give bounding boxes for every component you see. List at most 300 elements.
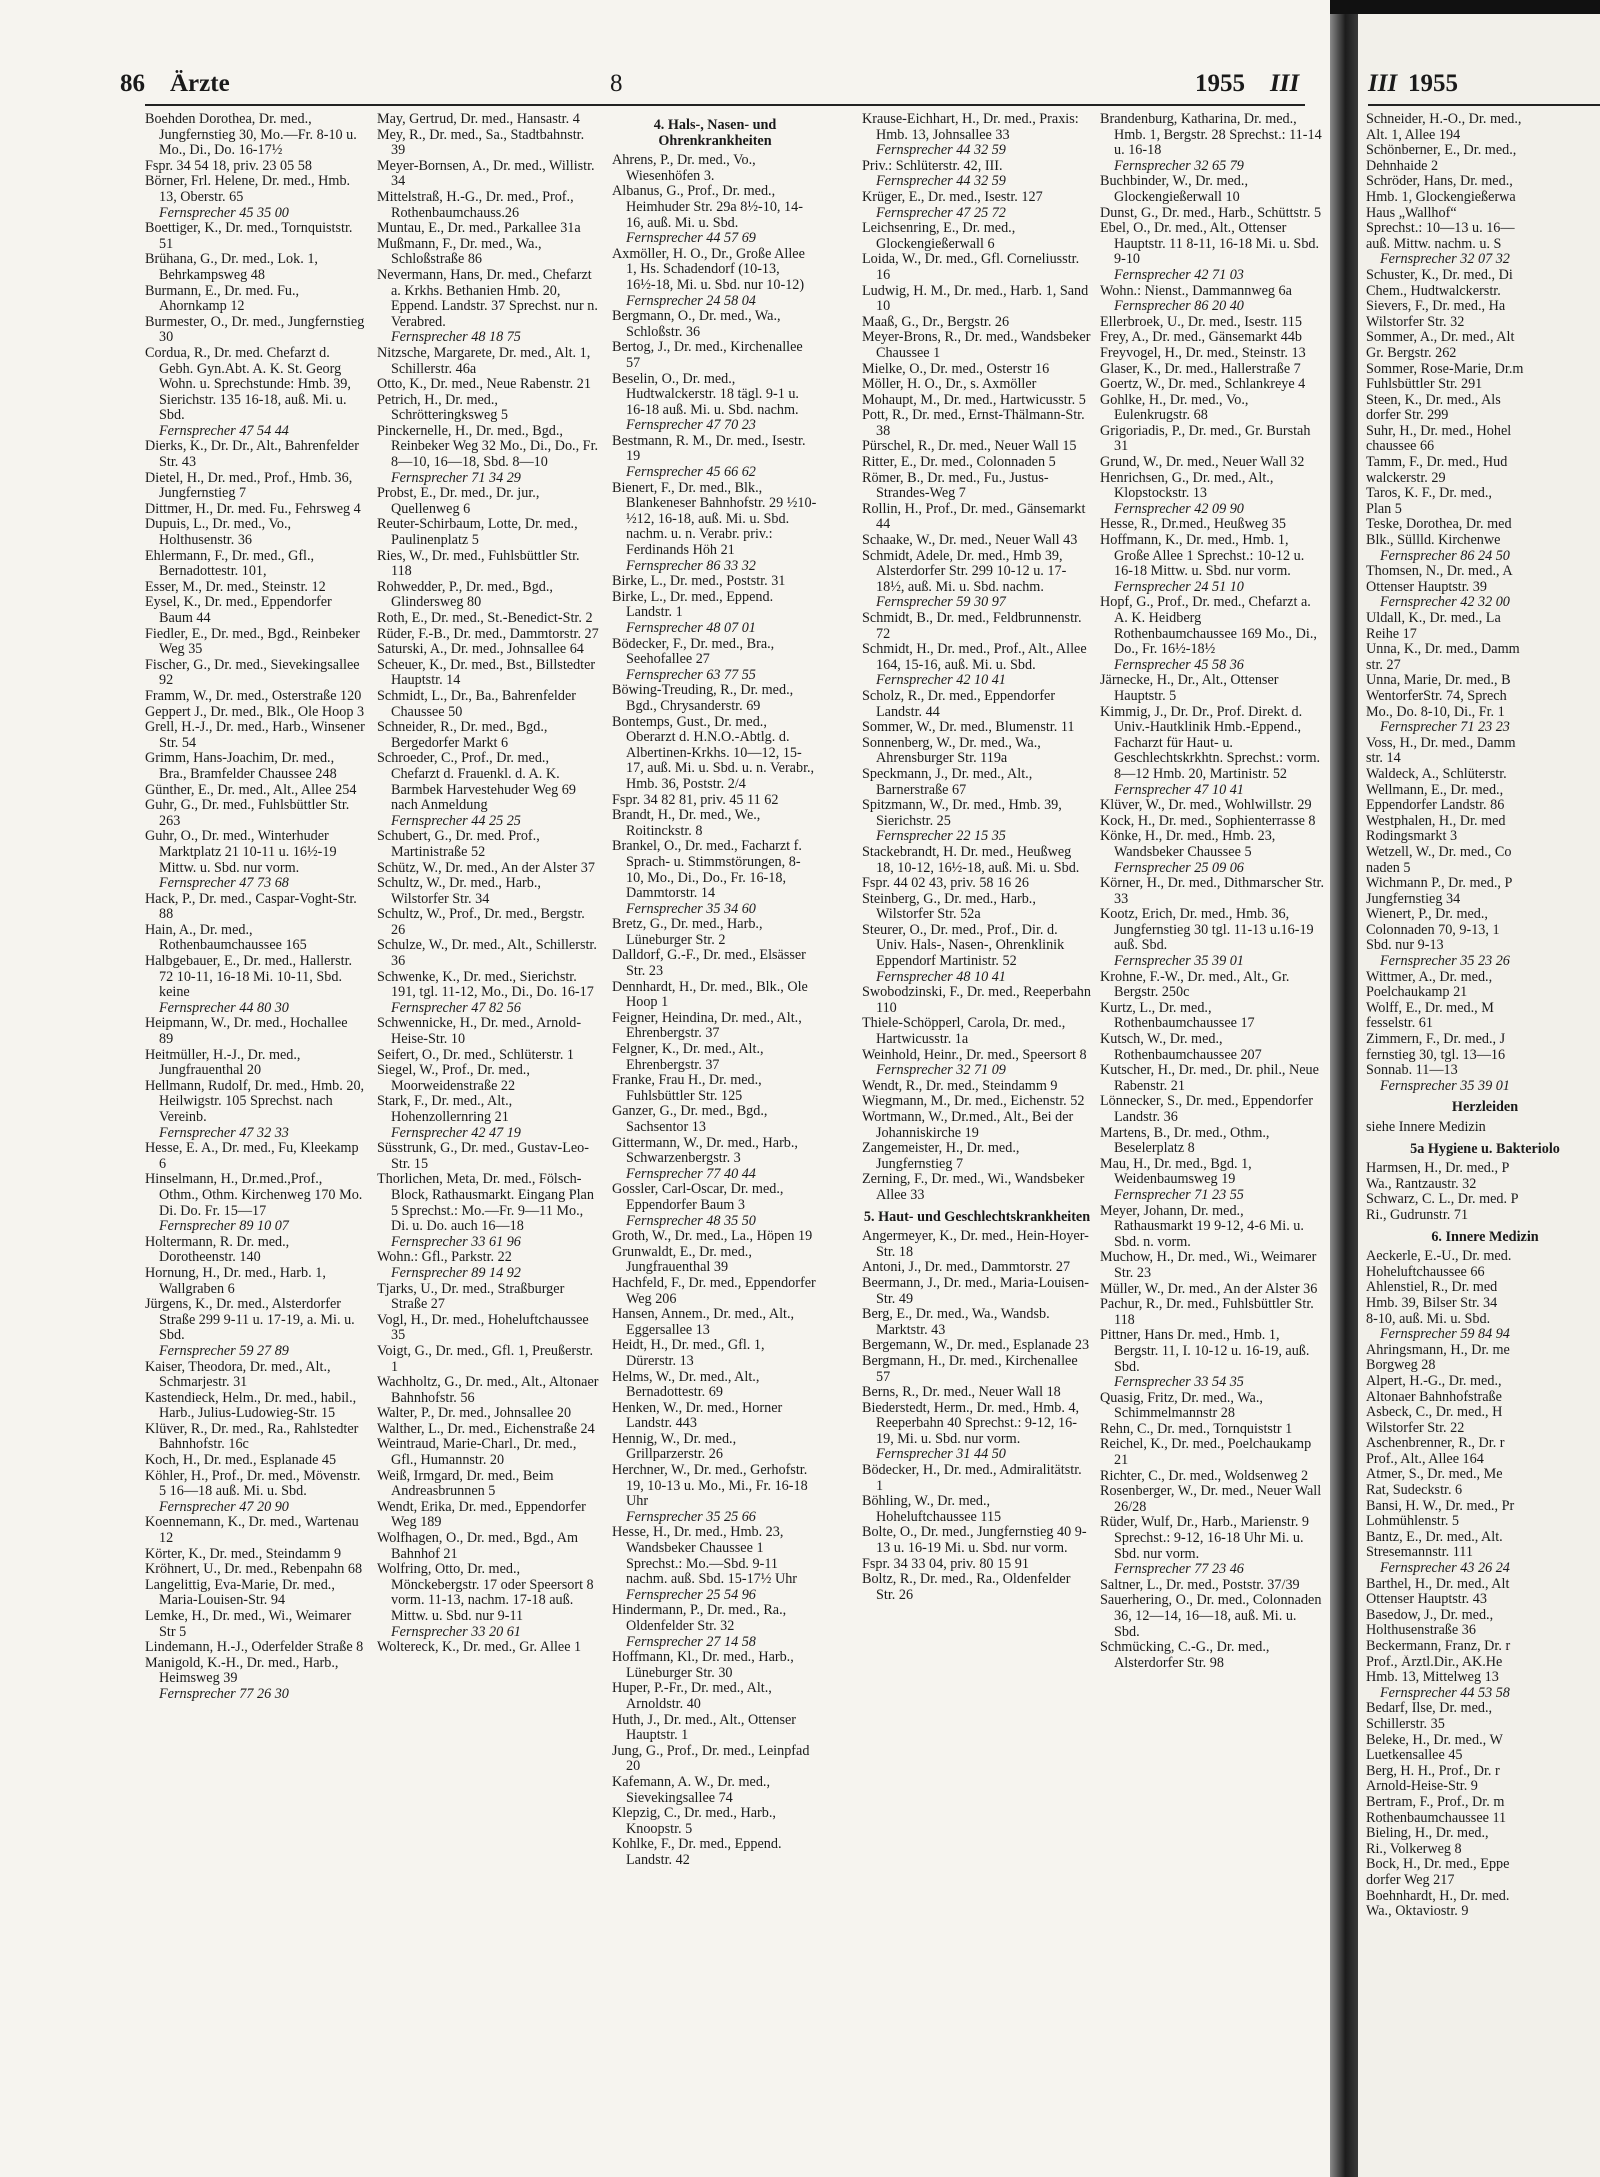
directory-entry: str. 14 [1366,751,1401,767]
directory-entry: walckerstr. 29 [1366,470,1446,486]
directory-entry: Grell, H.-J., Dr. med., Harb., Winsener Str. 54 [145,720,365,751]
directory-entry: Wa., Oktaviostr. 9 [1366,1904,1469,1920]
right-year-heading: 1955 [1408,70,1458,97]
directory-entry: Alpert, H.-G., Dr. med., [1366,1373,1502,1389]
directory-entry: Schillerstr. 35 [1366,1716,1445,1732]
directory-entry: Klüver, W., Dr. med., Wohlwillstr. 29 [1100,798,1312,814]
phone-line: Fernsprecher 89 10 07 [159,1219,289,1235]
directory-entry: Wolff, E., Dr. med., M [1366,1000,1494,1016]
phone-line: Fernsprecher 32 65 79 [1114,158,1244,174]
phone-line: Fernsprecher 42 32 00 [1380,595,1510,611]
directory-entry: Woltereck, K., Dr. med., Gr. Allee 1 [377,1640,582,1656]
directory-entry: Hesse, E. A., Dr. med., Fu, Kleekamp 6 [145,1141,359,1172]
column-2 [377,112,600,1656]
directory-entry: Harmsen, H., Dr. med., P [1366,1161,1510,1177]
directory-entry: Sommer, A., Dr. med., Alt [1366,330,1515,346]
phone-line: Fernsprecher 59 84 94 [1380,1327,1510,1343]
directory-entry: Saturski, A., Dr. med., Johnsallee 64 [377,642,584,658]
phone-line: Fernsprecher 77 40 44 [626,1166,756,1182]
directory-entry: Bertog, J., Dr. med., Kirchenallee 57 [612,340,803,371]
directory-entry: Böhling, W., Dr. med., Hoheluftchaussee 115 [862,1494,1002,1525]
directory-entry: Birke, L., Dr. med., Poststr. 31 [612,574,786,590]
directory-entry: Goertz, W., Dr. med., Schlankreye 4 [1100,377,1306,393]
directory-entry: fernstieg 30, tgl. 13—16 [1366,1047,1506,1063]
directory-entry: Schmidt, H., Dr. med., Prof., Alt., Allee 164, 15-16, auß. Mi. u. Sbd. [862,642,1087,673]
directory-entry: Otto, K., Dr. med., Neue Rabenstr. 21 [377,377,591,393]
directory-entry: Bedarf, Ilse, Dr. med., [1366,1701,1493,1717]
directory-entry: Glaser, K., Dr. med., Hallerstraße 7 [1100,361,1301,377]
directory-entry: Huper, P.-Fr., Dr. med., Alt., Arnoldstr. 40 [612,1681,772,1712]
directory-entry: Hoheluftchaussee 66 [1366,1264,1485,1280]
directory-entry: Ahrens, P., Dr. med., Vo., Wiesenhöfen 3. [612,153,756,184]
phone-line: Fernsprecher 47 73 68 [159,876,289,892]
directory-entry: Burmann, E., Dr. med. Fu., Ahornkamp 12 [145,283,300,315]
directory-entry: Siegel, W., Prof., Dr. med., Moorweidenstraße 22 [377,1063,530,1094]
directory-entry: Steurer, O., Dr. med., Prof., Dir. d. Univ. Hals-, Nasen-, Ohrenklinik Eppendorf Martinistr. 52 [862,922,1065,970]
volume-heading: III [1270,70,1300,97]
phone-line: Fernsprecher 45 66 62 [626,465,756,481]
category-heading: Ärzte [170,70,230,97]
directory-entry: Pinckernelle, H., Dr. med., Bgd., Reinbeker Weg 32 Mo., Di., Do., Fr. 8—10, 16—18, Sbd. 8—10 [377,423,599,471]
directory-entry: Schuster, K., Dr. med., Di [1366,267,1513,283]
directory-entry: Esser, M., Dr. med., Steinstr. 12 [145,579,326,595]
directory-entry: Pürschel, R., Dr. med., Neuer Wall 15 [862,439,1077,455]
directory-entry: Boettiger, K., Dr. med., Tornquiststr. 51 [145,221,353,252]
directory-entry: Rat, Sudeckstr. 6 [1366,1483,1463,1499]
directory-entry: Henken, W., Dr. med., Horner Landstr. 443 [612,1400,783,1432]
directory-entry: Kock, H., Dr. med., Sophienterrasse 8 [1100,813,1316,829]
directory-entry: Richter, C., Dr. med., Woldsenweg 2 [1100,1468,1309,1484]
directory-entry: Halbgebauer, E., Dr. med., Hallerstr. 72 10-11, 16-18 Mi. 10-11, Sbd. keine [145,954,353,1001]
directory-entry: Tamm, F., Dr. med., Hud [1366,455,1508,471]
directory-entry: Mittelstraß, H.-G., Dr. med., Prof., Rothenbaumchauss.26 [377,189,574,221]
directory-entry: Beckermann, Franz, Dr. r [1366,1639,1511,1654]
directory-entry: Freyvogel, H., Dr. med., Steinstr. 13 [1100,345,1306,361]
directory-entry: Schwenke, K., Dr. med., Sierichstr. 191, tgl. 11-12, Mo., Di., Do. 16-17 [377,969,594,1001]
directory-entry: Voss, H., Dr. med., Damm [1366,735,1516,751]
directory-entry: Klepzig, C., Dr. med., Harb., Knoopstr. 5 [612,1806,776,1837]
directory-entry: Zangemeister, H., Dr. med., Jungfernstieg 7 [862,1141,1020,1172]
directory-entry: Wendt, Erika, Dr. med., Eppendorfer Weg 189 [377,1499,586,1531]
directory-entry: Fiedler, E., Dr. med., Bgd., Reinbeker Weg 35 [145,626,360,658]
directory-entry: Schneider, R., Dr. med., Bgd., Bergedorfer Markt 6 [377,720,548,751]
book-gutter [1330,0,1358,2177]
directory-entry: Lohmühlenstr. 5 [1366,1514,1460,1530]
directory-entry: Heipmann, W., Dr. med., Hochallee 89 [145,1016,348,1048]
directory-entry: Alt. 1, Allee 194 [1366,127,1461,143]
phone-line: Fernsprecher 77 26 30 [159,1686,289,1702]
directory-entry: Kutsch, W., Dr. med., Rothenbaumchaussee 207 [1100,1032,1262,1063]
directory-entry: Weintraud, Marie-Charl., Dr. med., Gfl., Humannstr. 20 [377,1437,577,1469]
phone-line: Fernsprecher 42 47 19 [391,1125,521,1141]
phone-line: Fernsprecher 47 20 90 [159,1499,289,1515]
directory-entry: Herchner, W., Dr. med., Gerhofstr. 19, 10-13 u. Mo., Mi., Fr. 16-18 Uhr [612,1463,808,1510]
directory-entry: Fspr. 34 82 81, priv. 45 11 62 [612,792,779,808]
directory-entry: Ebel, O., Dr. med., Alt., Ottenser Hauptstr. 11 8-11, 16-18 Mi. u. Sbd. 9-10 [1100,221,1320,268]
directory-entry: Ritter, E., Dr. med., Colonnaden 5 [862,455,1056,471]
directory-entry: Hornung, H., Dr. med., Harb. 1, Wallgraben 6 [145,1265,326,1297]
directory-entry: Geppert J., Dr. med., Blk., Ole Hoop 3 [145,704,365,720]
scan-border [1330,0,1600,14]
directory-entry: Unna, Marie, Dr. med., B [1366,673,1511,689]
directory-entry: Guhr, O., Dr. med., Winterhuder Marktplatz 21 10-11 u. 16½-19 Mittw. u. Sbd. nur vorm. [145,829,337,876]
directory-entry: Ottenser Hauptstr. 43 [1366,1592,1487,1608]
directory-entry: siehe Innere Medizin [1366,1120,1486,1135]
directory-entry: Atmer, S., Dr. med., Me [1366,1467,1503,1483]
phone-line: Fernsprecher 86 33 32 [626,558,756,574]
directory-entry: Wachholtz, G., Dr. med., Alt., Altonaer Bahnhofstr. 56 [377,1375,599,1406]
directory-entry: Schmidt, B., Dr. med., Feldbrunnenstr. 72 [862,611,1082,642]
phone-line: Fernsprecher 89 14 92 [391,1265,521,1281]
directory-entry: Aeckerle, E.-U., Dr. med. [1366,1249,1512,1265]
directory-entry: Schultz, W., Dr. med., Harb., Wilstorfer Str. 34 [377,876,541,907]
directory-entry: str. 27 [1366,657,1401,673]
year-heading: 1955 [1195,70,1245,97]
directory-entry: Helms, W., Dr. med., Alt., Bernadottestr. 69 [612,1369,760,1401]
directory-entry: Sievers, F., Dr. med., Ha [1366,299,1506,315]
directory-entry: Bödecker, H., Dr. med., Admiralitätstr. 1 [862,1463,1082,1494]
directory-entry: Kohlke, F., Dr. med., Eppend. Landstr. 42 [612,1837,782,1868]
phone-line: Fernsprecher 71 34 29 [391,470,521,486]
directory-entry: Rüder, F.-B., Dr. med., Dammtorstr. 27 [377,626,599,642]
phone-line: Fernsprecher 77 23 46 [1114,1562,1244,1578]
directory-entry: Gossler, Carl-Oscar, Dr. med., Eppendorfer Baum 3 [612,1182,784,1213]
directory-entry: Suhr, H., Dr. med., Hohel [1366,423,1512,439]
directory-entry: Loida, W., Dr. med., Gfl. Corneliusstr. 16 [862,252,1080,283]
section-heading: 5. Haut- und Geschlechtskrankheiten [863,1208,1091,1225]
directory-entry: Krüger, E., Dr. med., Isestr. 127 [862,189,1043,205]
directory-entry: Rehn, C., Dr. med., Tornquiststr 1 [1100,1421,1293,1437]
directory-entry: Hinselmann, H., Dr.med.,Prof., Othm., Othm. Kirchenweg 170 Mo. Di. Do. Fr. 15—17 [145,1172,363,1219]
right-page-column [1366,112,1600,1920]
directory-entry: Brühana, G., Dr. med., Lok. 1, Behrkampsweg 48 [145,252,318,283]
directory-entry: Thomsen, N., Dr. med., A [1366,564,1513,580]
directory-entry: Bertram, F., Prof., Dr. m [1366,1794,1505,1810]
directory-entry: naden 5 [1366,860,1411,876]
directory-entry: Bergmann, H., Dr. med., Kirchenallee 57 [862,1353,1078,1385]
directory-entry: Bock, H., Dr. med., Eppe [1366,1857,1510,1873]
directory-entry: Axmöller, H. O., Dr., Große Allee 1, Hs. Schadendorf (10-13, 16½-18, Mi. u. Sbd. nur 10-12) [612,246,805,293]
directory-entry: Cordua, R., Dr. med. Chefarzt d. Gebh. Gyn.Abt. A. K. St. Georg Wohn. u. Sprechstunde: Hmb. 39, Sierichstr. 135 16-18, auß. Mi. u. Sbd. [145,345,351,424]
directory-entry: auß. Mittw. nachm. u. S [1366,236,1502,252]
directory-entry: Kastendieck, Helm., Dr. med., habil., Harb., Julius-Ludowieg-Str. 15 [145,1390,357,1422]
directory-entry: Beleke, H., Dr. med., W [1366,1732,1503,1748]
directory-entry: Schönberner, E., Dr. med., [1366,143,1517,159]
directory-entry: Luetkensallee 45 [1366,1748,1463,1764]
directory-entry: Klüver, R., Dr. med., Ra., Rahlstedter Bahnhofstr. 16c [145,1421,359,1453]
section-heading: Herzleiden [1451,1099,1519,1116]
directory-entry: Petrich, H., Dr. med., Schrötteringksweg 5 [377,392,509,424]
directory-entry: Dietel, H., Dr. med., Prof., Hmb. 36, Jungfernstieg 7 [145,470,353,502]
directory-entry: Dehnhaide 2 [1366,158,1439,174]
phone-line: Fernsprecher 24 58 04 [626,293,756,309]
directory-entry: Aschenbrenner, R., Dr. r [1366,1436,1505,1452]
directory-entry: Schubert, G., Dr. med. Prof., Martinistraße 52 [377,829,540,860]
phone-line: Fernsprecher 47 70 23 [626,418,756,434]
phone-line: Fernsprecher 42 10 41 [876,673,1006,689]
directory-entry: Gittermann, W., Dr. med., Harb., Schwarzenbergstr. 3 [612,1135,798,1167]
directory-entry: Waldeck, A., Schlüterstr. [1366,766,1507,782]
directory-entry: Kootz, Erich, Dr. med., Hmb. 36, Jungfernstieg 30 tgl. 11-13 u.16-19 auß. Sbd. [1100,907,1314,954]
phone-line: Fernsprecher 45 58 36 [1114,657,1244,673]
directory-entry: Bretz, G., Dr. med., Harb., Lüneburger Str. 2 [612,917,763,948]
directory-entry: Martens, B., Dr. med., Othm., Beselerplatz 8 [1100,1125,1270,1157]
directory-entry: Schulze, W., Dr. med., Alt., Schillerstr. 36 [377,938,597,970]
directory-entry: Wilstorfer Str. 22 [1366,1420,1465,1436]
phone-line: Fernsprecher 25 54 96 [626,1587,756,1603]
directory-entry: Müller, W., Dr. med., An der Alster 36 [1100,1281,1318,1297]
directory-entry: Holthusenstraße 36 [1366,1623,1476,1639]
directory-entry: Grunwaldt, E., Dr. med., Jungfrauenthal 39 [612,1244,752,1276]
directory-entry: Heidt, H., Dr. med., Gfl. 1, Dürerstr. 13 [612,1338,765,1369]
directory-entry: Bestmann, R. M., Dr. med., Isestr. 19 [612,433,806,465]
phone-line: Fernsprecher 22 15 35 [876,829,1006,845]
column-5 [1100,112,1325,1671]
directory-entry: Bienert, F., Dr. med., Blk., Blankeneser Bahnhofstr. 29 ½10-½12, 16-18, auß. Mi. u. Sbd. nachm. u. n. Verabr. priv.: Ferdinands Höh 21 [612,480,817,559]
directory-entry: Felgner, K., Dr. med., Alt., Ehrenbergstr. 37 [612,1042,764,1073]
directory-entry: Saltner, L., Dr. med., Poststr. 37/39 [1100,1577,1300,1593]
directory-entry: Kafemann, A. W., Dr. med., Sievekingsallee 74 [612,1774,771,1806]
directory-entry: Meyer, Johann, Dr. med., Rathausmarkt 19 9-12, 4-6 Mi. u. Sbd. n. vorm. [1100,1203,1304,1250]
directory-entry: Reihe 17 [1366,626,1417,642]
directory-entry: Reuter-Schirbaum, Lotte, Dr. med., Paulinenplatz 5 [377,517,578,549]
directory-entry: Lönnecker, S., Dr. med., Eppendorfer Landstr. 36 [1100,1094,1313,1125]
section-heading: 5a Hygiene u. Bakteriolo [1410,1140,1560,1157]
directory-entry: Krohne, F.-W., Dr. med., Alt., Gr. Bergstr. 250c [1100,969,1290,1001]
directory-entry: Süsstrunk, G., Dr. med., Gustav-Leo-Str. 15 [377,1141,590,1172]
directory-entry: Biederstedt, Herm., Dr. med., Hmb. 4, Reeperbahn 40 Sprechst.: 9-12, 16-19, Mi. u. Sbd. nur vorm. [862,1400,1080,1447]
directory-entry: Leichsenring, E., Dr. med., Glockengießerwall 6 [862,221,1016,252]
column-4 [862,112,1092,1603]
directory-entry: Berns, R., Dr. med., Neuer Wall 18 [862,1385,1061,1401]
directory-entry: Sommer, W., Dr. med., Blumenstr. 11 [862,720,1075,736]
directory-entry: Quasig, Fritz, Dr. med., Wa., Schimmelmannstr 28 [1100,1390,1263,1422]
directory-entry: Meyer-Bornsen, A., Dr. med., Willistr. 34 [377,158,595,190]
phone-line: Fernsprecher 59 27 89 [159,1343,289,1359]
right-volume-heading: III [1368,70,1398,97]
directory-entry: Fspr. 34 33 04, priv. 80 15 91 [862,1556,1029,1572]
directory-entry: Albanus, G., Prof., Dr. med., Heimhuder Str. 29a 8½-10, 14-16, auß. Mi. u. Sbd. [612,184,803,231]
directory-entry: May, Gertrud, Dr. med., Hansastr. 4 [377,112,580,127]
phone-line: Fernsprecher 32 71 09 [876,1063,1006,1079]
directory-entry: chaussee 66 [1366,439,1435,455]
directory-entry: Schneider, H.-O., Dr. med., [1366,112,1522,127]
directory-entry: Boltz, R., Dr. med., Ra., Oldenfelder Str. 26 [862,1572,1071,1603]
directory-entry: Stresemannstr. 111 [1366,1545,1473,1561]
directory-entry: Bödecker, F., Dr. med., Bra., Seehofallee 27 [612,636,775,668]
directory-entry: Borgweg 28 [1366,1358,1436,1374]
directory-entry: Pott, R., Dr. med., Ernst-Thälmann-Str. 38 [862,408,1085,439]
directory-entry: Wellmann, E., Dr. med., [1366,782,1504,798]
directory-entry: Gr. Bergstr. 262 [1366,345,1457,361]
directory-entry: Kutscher, H., Dr. med., Dr. phil., Neue Rabenstr. 21 [1100,1063,1319,1094]
phone-line: Fernsprecher 63 77 55 [626,667,756,683]
directory-entry: Hack, P., Dr. med., Caspar-Voght-Str. 88 [145,891,357,923]
directory-entry: Günther, E., Dr. med., Alt., Allee 254 [145,782,357,798]
directory-entry: Brandenburg, Katharina, Dr. med., Hmb. 1, Bergstr. 28 Sprechst.: 11-14 u. 16-18 [1100,112,1322,159]
directory-entry: Vogl, H., Dr. med., Hoheluftchaussee 35 [377,1312,589,1344]
directory-entry: 8-10, auß. Mi. u. Sbd. [1366,1311,1491,1327]
phone-line: Fernsprecher 35 25 66 [626,1509,756,1525]
directory-entry: Jürgens, K., Dr. med., Alsterdorfer Straße 299 9-11 u. 17-19, a. Mi. u. Sbd. [145,1297,355,1344]
directory-entry: Wilstorfer Str. 32 [1366,314,1465,330]
directory-entry: Westphalen, H., Dr. med [1366,813,1506,829]
phone-line: Fernsprecher 25 09 06 [1114,860,1244,876]
phone-line: Fernsprecher 44 53 58 [1380,1685,1510,1701]
directory-entry: Hennig, W., Dr. med., Grillparzerstr. 26 [612,1431,737,1463]
directory-entry: Heitmüller, H.-J., Dr. med., Jungfrauenthal 20 [145,1047,301,1079]
directory-entry: Römer, B., Dr. med., Fu., Justus-Strandes-Weg 7 [862,470,1049,502]
directory-entry: Voigt, G., Dr. med., Gfl. 1, Preußerstr. 1 [377,1343,594,1375]
directory-entry: Bolte, O., Dr. med., Jungfernstieg 40 9-13 u. 16-19 Mi. u. Sbd. nur vorm. [862,1525,1087,1557]
directory-entry: Grigoriadis, P., Dr. med., Gr. Burstah 31 [1100,423,1311,455]
directory-entry: Dierks, K., Dr. Dr., Alt., Bahrenfelder Str. 43 [145,439,359,471]
phone-line: Fernsprecher 47 54 44 [159,423,289,439]
directory-entry: Jung, G., Prof., Dr. med., Leinpfad 20 [612,1743,810,1775]
directory-entry: Hansen, Annem., Dr. med., Alt., Eggersallee 13 [612,1307,795,1338]
phone-line: Fernsprecher 44 57 69 [626,231,756,247]
directory-entry: Unna, K., Dr. med., Damm [1366,642,1520,658]
directory-entry: Mo., Do. 8-10, Di., Fr. 1 [1366,704,1505,720]
directory-entry: Sonnab. 11—13 [1366,1063,1458,1079]
directory-entry: Gohlke, H., Dr. med., Vo., Eulenkrugstr. 68 [1100,392,1249,424]
directory-entry: Schmücking, C.-G., Dr. med., Alsterdorfer Str. 98 [1100,1640,1270,1671]
directory-entry: Ottenser Hauptstr. 39 [1366,579,1487,595]
phone-line: Fernsprecher 44 32 59 [876,174,1006,190]
directory-entry: Ludwig, H. M., Dr. med., Harb. 1, Sand 10 [862,283,1089,315]
directory-entry: Spitzmann, W., Dr. med., Hmb. 39, Sierichstr. 25 [862,798,1062,829]
directory-entry: Hindermann, P., Dr. med., Ra., Oldenfelder Str. 32 [612,1603,787,1634]
phone-line: Fernsprecher 42 71 03 [1114,267,1244,283]
page-number: 86 [120,70,145,97]
directory-entry: Basedow, J., Dr. med., [1366,1607,1494,1623]
directory-entry: Reichel, K., Dr. med., Poelchaukamp 21 [1100,1437,1312,1469]
directory-entry: fesselstr. 61 [1366,1016,1433,1032]
directory-entry: Dalldorf, G.-F., Dr. med., Elsässer Str. 23 [612,948,806,980]
directory-entry: Thorlichen, Meta, Dr. med., Fölsch-Block, Rathausmarkt. Eingang Plan 5 Sprechst.: Mo.—Fr. 9—11 Mo., Di. u. Do. auch 16—18 [377,1172,594,1235]
directory-entry: Hoffmann, K., Dr. med., Hmb. 1, Große Allee 1 Sprechst.: 10-12 u. 16-18 Mittw. u. Sbd. nur vorm. [1100,533,1305,580]
directory-entry: Beermann, J., Dr. med., Maria-Louisen-Str. 49 [862,1275,1089,1307]
directory-entry: Boehnhardt, H., Dr. med. [1366,1888,1510,1904]
directory-entry: Wienert, P., Dr. med., [1366,907,1488,923]
directory-entry: WentorferStr. 74, Sprech [1366,688,1507,704]
directory-entry: Könke, H., Dr. med., Hmb. 23, Wandsbeker Chaussee 5 [1100,829,1276,860]
directory-entry: Wolfhagen, O., Dr. med., Bgd., Am Bahnhof 21 [377,1531,579,1562]
directory-entry: Krause-Eichhart, H., Dr. med., Praxis: Hmb. 13, Johnsallee 33 [862,112,1079,143]
directory-entry: Sprechst.: 10—13 u. 16— [1366,221,1515,237]
right-header-rule [1368,104,1600,106]
directory-entry: Koch, H., Dr. med., Esplanade 45 [145,1453,337,1469]
directory-entry: Wichmann P., Dr. med., P [1366,876,1513,892]
directory-entry: Franke, Frau H., Dr. med., Fuhlsbüttler Str. 125 [612,1073,762,1104]
directory-entry: Nitzsche, Margarete, Dr. med., Alt. 1, Schillerstr. 46a [377,345,591,377]
directory-entry: Zimmern, F., Dr. med., J [1366,1032,1506,1048]
directory-entry: Mohaupt, M., Dr. med., Hartwicusstr. 5 [862,392,1086,408]
directory-entry: Kröhnert, U., Dr. med., Rebenpahn 68 [145,1562,363,1578]
directory-entry: Maaß, G., Dr., Bergstr. 26 [862,314,1010,330]
directory-entry: Haus „Wallhof“ [1366,205,1457,221]
directory-entry: Hesse, H., Dr. med., Hmb. 23, Wandsbeker Chaussee 1 Sprechst.: Mo.—Sbd. 9-11 nachm. auß. Sbd. 15-17½ Uhr [612,1525,798,1588]
directory-entry: Ri., Gudrunstr. 71 [1366,1207,1469,1223]
phone-line: Fernsprecher 32 07 32 [1380,252,1510,268]
directory-entry: Ehlermann, F., Dr. med., Gfl., Bernadottestr. 101, [145,548,315,580]
directory-entry: Bieling, H., Dr. med., [1366,1826,1489,1842]
directory-entry: Berg, H. H., Prof., Dr. r [1366,1763,1500,1779]
directory-entry: Schaake, W., Dr. med., Neuer Wall 43 [862,533,1078,549]
phone-line: Fernsprecher 35 23 26 [1380,954,1510,970]
directory-entry: Börner, Frl. Helene, Dr. med., Hmb. 13, Oberstr. 65 [145,174,351,205]
directory-entry: Asbeck, C., Dr. med., H [1366,1405,1503,1421]
directory-entry: Wortmann, W., Dr.med., Alt., Bei der Johanniskirche 19 [862,1110,1074,1141]
phone-line: Fernsprecher 86 24 50 [1380,548,1510,564]
directory-entry: Seifert, O., Dr. med., Schlüterstr. 1 [377,1047,575,1063]
phone-line: Fernsprecher 33 20 61 [391,1624,521,1640]
directory-entry: Eysel, K., Dr. med., Eppendorfer Baum 44 [145,595,332,626]
phone-line: Fernsprecher 44 80 30 [159,1000,289,1016]
directory-entry: Barthel, H., Dr. med., Alt [1366,1576,1510,1592]
directory-entry: Dupuis, L., Dr. med., Vo., Holthusenstr. 36 [145,517,292,549]
directory-entry: Ganzer, G., Dr. med., Bgd., Sachsentor 13 [612,1104,768,1135]
phone-line: Fernsprecher 47 32 33 [159,1125,289,1141]
directory-entry: Muntau, E., Dr. med., Parkallee 31a [377,221,581,237]
directory-entry: Ahlenstiel, R., Dr. med [1366,1280,1498,1296]
directory-entry: Wetzell, W., Dr. med., Co [1366,844,1512,860]
directory-entry: Taros, K. F., Dr. med., [1366,486,1492,502]
directory-entry: Schwennicke, H., Dr. med., Arnold-Heise-Str. 10 [377,1016,582,1048]
directory-entry: Buchbinder, W., Dr. med., Glockengießerwall 10 [1100,174,1248,205]
directory-entry: Chem., Hudtwalckerstr. [1366,283,1501,299]
directory-entry: Tjarks, U., Dr. med., Straßburger Straße 27 [377,1281,565,1313]
directory-entry: Lindemann, H.-J., Oderfelder Straße 8 [145,1640,364,1656]
directory-entry: Lemke, H., Dr. med., Wi., Weimarer Str 5 [145,1609,352,1640]
directory-entry: Thiele-Schöpperl, Carola, Dr. med., Hartwicusstr. 1a [862,1016,1066,1048]
directory-entry: Hmb. 1, Glockengießerwa [1366,189,1516,205]
directory-entry: Sommer, Rose-Marie, Dr.m [1366,361,1524,377]
directory-entry: Muchow, H., Dr. med., Wi., Weimarer Str. 23 [1100,1250,1317,1281]
directory-entry: dorfer Str. 299 [1366,408,1449,424]
directory-entry: Schultz, W., Prof., Dr. med., Bergstr. 26 [377,907,585,938]
directory-entry: Huth, J., Dr. med., Alt., Ottenser Hauptstr. 1 [612,1712,797,1744]
directory-entry: Beselin, O., Dr. med., Hudtwalckerstr. 18 tägl. 9-1 u. 16-18 auß. Mi. u. Sbd. nachm. [612,371,799,418]
directory-entry: Fspr. 44 02 43, priv. 58 16 26 [862,876,1029,892]
directory-entry: Kurtz, L., Dr. med., Rothenbaumchaussee 17 [1100,1000,1255,1032]
directory-entry: Körner, H., Dr. med., Dithmarscher Str. 33 [1100,876,1325,907]
directory-entry: Teske, Dorothea, Dr. med [1366,517,1512,533]
directory-entry: Dittmer, H., Dr. med. Fu., Fehrsweg 4 [145,501,361,517]
directory-entry: Frey, A., Dr. med., Gänsemarkt 44b [1100,330,1303,346]
directory-entry: Rothenbaumchaussee 11 [1366,1810,1507,1826]
phone-line: Fernsprecher 71 23 23 [1380,720,1510,736]
directory-entry: Colonnaden 70, 9-13, 1 [1366,922,1500,938]
directory-entry: Böwing-Treuding, R., Dr. med., Bgd., Chrysanderstr. 69 [612,683,794,714]
directory-entry: Steinberg, G., Dr. med., Harb., Wilstorfer Str. 52a [862,891,1036,923]
directory-entry: Ellerbroek, U., Dr. med., Isestr. 115 [1100,314,1302,330]
directory-entry: Wittmer, A., Dr. med., [1366,969,1493,985]
directory-entry: Brandt, H., Dr. med., We., Roitinckstr. 8 [612,808,761,839]
phone-line: Fernsprecher 35 39 01 [1380,1078,1510,1094]
directory-entry: Bontemps, Gust., Dr. med., Oberarzt d. H.N.O.-Abtlg. d. Albertinen-Krkhs. 10—12, 15-17, auß. Mi. u. Sbd. u. n. Verabr., Hmb. 36, Poststr. 2/4 [612,714,815,792]
directory-entry: Rosenberger, W., Dr. med., Neuer Wall 26/28 [1100,1484,1322,1515]
directory-entry: Manigold, K.-H., Dr. med., Harb., Heimsweg 39 [145,1655,339,1687]
directory-entry: Stackebrandt, H. Dr. med., Heußweg 18, 10-12, 16½-18, auß. Mi. u. Sbd. [862,844,1080,876]
section-heading: 6. Innere Medizin [1431,1228,1539,1245]
directory-entry: Pachur, R., Dr. med., Fuhlsbüttler Str. 118 [1100,1297,1314,1328]
directory-entry: Rohwedder, P., Dr. med., Bgd., Glindersweg 80 [377,579,553,611]
directory-entry: Guhr, G., Dr. med., Fuhlsbüttler Str. 263 [145,798,350,829]
directory-entry: Rollin, H., Prof., Dr. med., Gänsemarkt 44 [862,501,1086,533]
phone-line: Fernsprecher 47 82 56 [391,1000,521,1016]
directory-entry: Nevermann, Hans, Dr. med., Chefarzt a. Krkhs. Bethanien Hmb. 20, Eppend. Landstr. 37 Sprechst. nur n. Verabred. [377,267,598,330]
